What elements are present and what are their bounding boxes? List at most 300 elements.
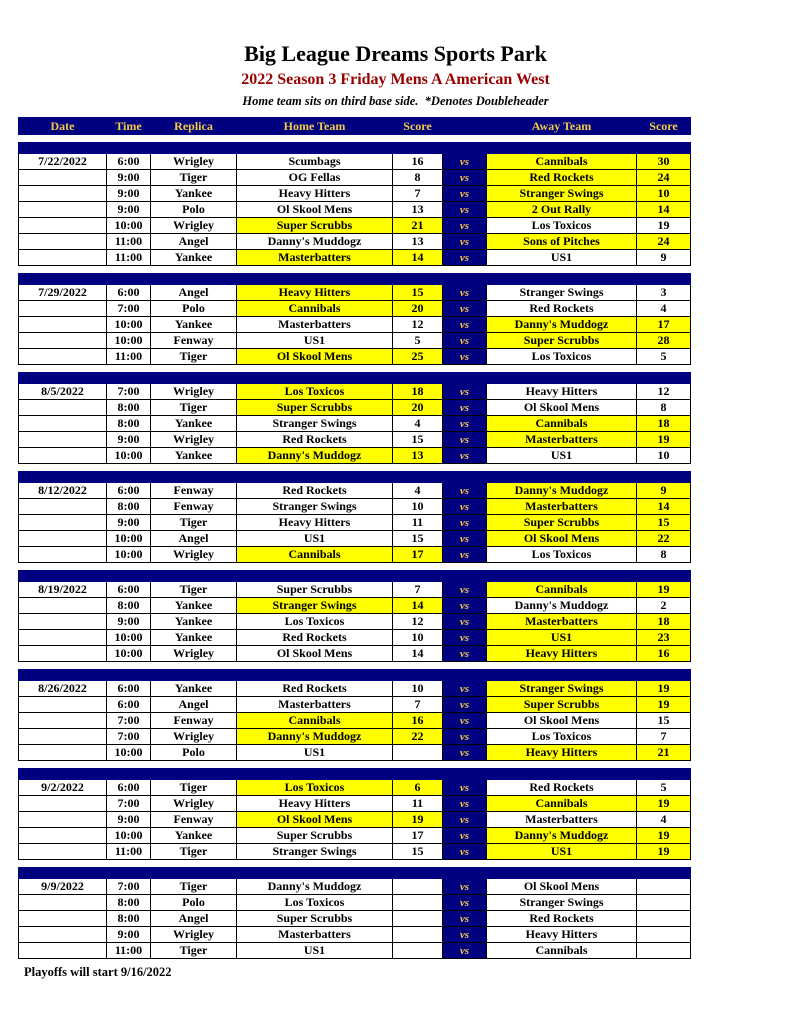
home-score-cell: 22: [393, 729, 443, 745]
vs-cell: vs: [443, 170, 487, 186]
replica-cell: Fenway: [151, 333, 237, 349]
away-team-cell: Ol Skool Mens: [487, 400, 637, 416]
time-cell: 6:00: [107, 681, 151, 697]
date-cell: [19, 170, 107, 186]
away-score-cell: 7: [637, 729, 691, 745]
game-row: [19, 828, 691, 844]
away-score-cell: 22: [637, 531, 691, 547]
date-cell: [19, 301, 107, 317]
week-separator-cell: [19, 571, 691, 582]
time-cell: 10:00: [107, 646, 151, 662]
game-row: [19, 202, 691, 218]
vs-cell: vs: [443, 729, 487, 745]
week-spacer: [19, 860, 691, 868]
home-team-cell: Red Rockets: [237, 630, 393, 646]
home-score-cell: 16: [393, 154, 443, 170]
game-row: [19, 729, 691, 745]
replica-cell: Wrigley: [151, 432, 237, 448]
date-cell: 9/2/2022: [19, 780, 107, 796]
home-team-cell: Danny's Muddogz: [237, 448, 393, 464]
time-cell: 8:00: [107, 911, 151, 927]
time-cell: 9:00: [107, 202, 151, 218]
home-score-cell: 15: [393, 844, 443, 860]
home-score-cell: 17: [393, 828, 443, 844]
week-spacer: [19, 662, 691, 670]
home-score-cell: 14: [393, 598, 443, 614]
game-row: [19, 895, 691, 911]
away-score-cell: 18: [637, 416, 691, 432]
replica-cell: Tiger: [151, 582, 237, 598]
vs-cell: vs: [443, 943, 487, 959]
time-cell: 11:00: [107, 349, 151, 365]
replica-cell: Yankee: [151, 681, 237, 697]
replica-cell: Tiger: [151, 400, 237, 416]
replica-cell: Tiger: [151, 879, 237, 895]
home-team-cell: Cannibals: [237, 713, 393, 729]
away-team-cell: US1: [487, 630, 637, 646]
game-row: [19, 285, 691, 301]
away-team-cell: Heavy Hitters: [487, 384, 637, 400]
week-spacer: [19, 464, 691, 472]
replica-cell: Polo: [151, 895, 237, 911]
game-row: [19, 796, 691, 812]
time-cell: 10:00: [107, 317, 151, 333]
away-score-cell: 10: [637, 186, 691, 202]
home-team-cell: Ol Skool Mens: [237, 202, 393, 218]
date-cell: 7/29/2022: [19, 285, 107, 301]
home-score-cell: 7: [393, 186, 443, 202]
game-row: [19, 349, 691, 365]
footer-note: Playoffs will start 9/16/2022: [24, 965, 172, 979]
game-row: [19, 646, 691, 662]
week-spacer: [19, 135, 691, 143]
home-score-cell: 11: [393, 515, 443, 531]
replica-cell: Angel: [151, 697, 237, 713]
home-team-cell: Stranger Swings: [237, 416, 393, 432]
replica-cell: Wrigley: [151, 218, 237, 234]
vs-cell: vs: [443, 531, 487, 547]
vs-cell: vs: [443, 646, 487, 662]
time-cell: 7:00: [107, 384, 151, 400]
vs-cell: vs: [443, 895, 487, 911]
game-row: [19, 745, 691, 761]
replica-cell: Angel: [151, 234, 237, 250]
home-team-cell: Ol Skool Mens: [237, 812, 393, 828]
replica-cell: Wrigley: [151, 547, 237, 563]
week-separator-cell: [19, 769, 691, 780]
game-row: [19, 598, 691, 614]
home-score-cell: 4: [393, 416, 443, 432]
time-cell: 6:00: [107, 154, 151, 170]
replica-cell: Fenway: [151, 713, 237, 729]
home-team-cell: Heavy Hitters: [237, 515, 393, 531]
away-score-cell: 19: [637, 432, 691, 448]
replica-cell: Yankee: [151, 828, 237, 844]
home-score-cell: 12: [393, 614, 443, 630]
time-cell: 8:00: [107, 416, 151, 432]
date-cell: 8/26/2022: [19, 681, 107, 697]
time-cell: 9:00: [107, 432, 151, 448]
away-score-cell: 4: [637, 301, 691, 317]
time-cell: 10:00: [107, 333, 151, 349]
home-team-cell: US1: [237, 333, 393, 349]
home-score-cell: [393, 895, 443, 911]
home-score-cell: 15: [393, 531, 443, 547]
away-team-cell: Heavy Hitters: [487, 646, 637, 662]
page-subtitle: 2022 Season 3 Friday Mens A American West: [241, 71, 550, 88]
date-cell: [19, 218, 107, 234]
game-row: [19, 614, 691, 630]
col-header-home-score: Score: [393, 118, 443, 135]
away-team-cell: 2 Out Rally: [487, 202, 637, 218]
away-team-cell: Super Scrubbs: [487, 515, 637, 531]
away-score-cell: 19: [637, 828, 691, 844]
replica-cell: Angel: [151, 531, 237, 547]
away-team-cell: Heavy Hitters: [487, 745, 637, 761]
home-team-cell: OG Fellas: [237, 170, 393, 186]
game-row: [19, 780, 691, 796]
away-team-cell: Red Rockets: [487, 780, 637, 796]
home-team-cell: Super Scrubbs: [237, 400, 393, 416]
week-spacer: [19, 761, 691, 769]
away-score-cell: 15: [637, 515, 691, 531]
away-score-cell: 17: [637, 317, 691, 333]
away-score-cell: 19: [637, 697, 691, 713]
game-row: [19, 301, 691, 317]
away-score-cell: 4: [637, 812, 691, 828]
col-header-vs: [443, 118, 487, 135]
home-score-cell: 10: [393, 681, 443, 697]
home-score-cell: 20: [393, 301, 443, 317]
away-score-cell: 3: [637, 285, 691, 301]
away-team-cell: Masterbatters: [487, 812, 637, 828]
date-cell: [19, 812, 107, 828]
replica-cell: Yankee: [151, 448, 237, 464]
replica-cell: Angel: [151, 911, 237, 927]
away-team-cell: Super Scrubbs: [487, 697, 637, 713]
game-row: [19, 432, 691, 448]
home-score-cell: [393, 745, 443, 761]
away-score-cell: 14: [637, 499, 691, 515]
vs-cell: vs: [443, 218, 487, 234]
away-team-cell: Danny's Muddogz: [487, 317, 637, 333]
week-spacer-cell: [19, 464, 691, 472]
home-score-cell: 19: [393, 812, 443, 828]
date-cell: [19, 400, 107, 416]
home-score-cell: 5: [393, 333, 443, 349]
away-team-cell: Stranger Swings: [487, 186, 637, 202]
date-cell: [19, 911, 107, 927]
vs-cell: vs: [443, 630, 487, 646]
page-title: Big League Dreams Sports Park: [244, 41, 547, 66]
vs-cell: vs: [443, 317, 487, 333]
week-separator: [19, 670, 691, 681]
vs-cell: vs: [443, 154, 487, 170]
home-team-cell: Masterbatters: [237, 317, 393, 333]
time-cell: 9:00: [107, 614, 151, 630]
time-cell: 10:00: [107, 745, 151, 761]
away-team-cell: Ol Skool Mens: [487, 713, 637, 729]
game-row: [19, 483, 691, 499]
home-score-cell: 21: [393, 218, 443, 234]
week-separator-cell: [19, 373, 691, 384]
away-score-cell: 19: [637, 681, 691, 697]
home-score-cell: [393, 879, 443, 895]
vs-cell: vs: [443, 234, 487, 250]
replica-cell: Polo: [151, 202, 237, 218]
away-score-cell: 9: [637, 483, 691, 499]
game-row: [19, 531, 691, 547]
week-spacer: [19, 365, 691, 373]
away-score-cell: 16: [637, 646, 691, 662]
away-score-cell: 14: [637, 202, 691, 218]
game-row: [19, 448, 691, 464]
week-separator: [19, 274, 691, 285]
replica-cell: Tiger: [151, 943, 237, 959]
vs-cell: vs: [443, 384, 487, 400]
game-row: [19, 697, 691, 713]
away-team-cell: Stranger Swings: [487, 895, 637, 911]
vs-cell: vs: [443, 681, 487, 697]
home-team-cell: Super Scrubbs: [237, 582, 393, 598]
week-separator-cell: [19, 868, 691, 879]
game-row: [19, 582, 691, 598]
away-team-cell: Danny's Muddogz: [487, 483, 637, 499]
game-row: [19, 844, 691, 860]
time-cell: 10:00: [107, 218, 151, 234]
vs-cell: vs: [443, 349, 487, 365]
replica-cell: Wrigley: [151, 154, 237, 170]
date-cell: [19, 250, 107, 266]
vs-cell: vs: [443, 796, 487, 812]
time-cell: 11:00: [107, 844, 151, 860]
away-score-cell: 19: [637, 796, 691, 812]
away-score-cell: 19: [637, 218, 691, 234]
col-header-away-team: Away Team: [487, 118, 637, 135]
vs-cell: vs: [443, 483, 487, 499]
home-score-cell: 14: [393, 646, 443, 662]
week-spacer-cell: [19, 860, 691, 868]
game-row: [19, 713, 691, 729]
away-score-cell: 12: [637, 384, 691, 400]
game-row: [19, 218, 691, 234]
vs-cell: vs: [443, 301, 487, 317]
away-team-cell: Cannibals: [487, 943, 637, 959]
date-cell: [19, 927, 107, 943]
home-score-cell: 25: [393, 349, 443, 365]
home-score-cell: 4: [393, 483, 443, 499]
time-cell: 11:00: [107, 943, 151, 959]
home-team-cell: US1: [237, 745, 393, 761]
date-cell: 8/12/2022: [19, 483, 107, 499]
away-score-cell: 18: [637, 614, 691, 630]
home-score-cell: 15: [393, 285, 443, 301]
away-team-cell: Masterbatters: [487, 432, 637, 448]
away-team-cell: Danny's Muddogz: [487, 828, 637, 844]
away-team-cell: Red Rockets: [487, 301, 637, 317]
home-team-cell: Super Scrubbs: [237, 218, 393, 234]
vs-cell: vs: [443, 780, 487, 796]
home-team-cell: Scumbags: [237, 154, 393, 170]
week-separator: [19, 769, 691, 780]
replica-cell: Yankee: [151, 416, 237, 432]
replica-cell: Fenway: [151, 483, 237, 499]
time-cell: 9:00: [107, 515, 151, 531]
away-team-cell: Cannibals: [487, 582, 637, 598]
replica-cell: Tiger: [151, 170, 237, 186]
time-cell: 6:00: [107, 780, 151, 796]
away-team-cell: US1: [487, 250, 637, 266]
away-score-cell: [637, 879, 691, 895]
home-team-cell: Los Toxicos: [237, 384, 393, 400]
away-score-cell: 28: [637, 333, 691, 349]
home-team-cell: Masterbatters: [237, 250, 393, 266]
date-cell: [19, 828, 107, 844]
vs-cell: vs: [443, 250, 487, 266]
time-cell: 7:00: [107, 796, 151, 812]
home-team-cell: Cannibals: [237, 547, 393, 563]
date-cell: [19, 515, 107, 531]
date-cell: [19, 630, 107, 646]
vs-cell: vs: [443, 515, 487, 531]
home-team-cell: Heavy Hitters: [237, 796, 393, 812]
home-score-cell: 20: [393, 400, 443, 416]
home-score-cell: 7: [393, 697, 443, 713]
time-cell: 9:00: [107, 927, 151, 943]
replica-cell: Wrigley: [151, 729, 237, 745]
date-cell: [19, 547, 107, 563]
game-row: [19, 681, 691, 697]
vs-cell: vs: [443, 432, 487, 448]
week-spacer-cell: [19, 563, 691, 571]
away-score-cell: 24: [637, 234, 691, 250]
replica-cell: Wrigley: [151, 796, 237, 812]
replica-cell: Polo: [151, 301, 237, 317]
vs-cell: vs: [443, 697, 487, 713]
time-cell: 7:00: [107, 729, 151, 745]
away-score-cell: 9: [637, 250, 691, 266]
home-team-cell: Heavy Hitters: [237, 285, 393, 301]
game-row: [19, 384, 691, 400]
page-note: Home team sits on third base side. *Denotes Doubleheader: [242, 94, 549, 108]
home-team-cell: Ol Skool Mens: [237, 646, 393, 662]
vs-cell: vs: [443, 713, 487, 729]
date-cell: [19, 333, 107, 349]
week-spacer-cell: [19, 761, 691, 769]
time-cell: 7:00: [107, 301, 151, 317]
away-score-cell: [637, 943, 691, 959]
date-cell: [19, 844, 107, 860]
away-score-cell: 24: [637, 170, 691, 186]
away-team-cell: Los Toxicos: [487, 218, 637, 234]
replica-cell: Tiger: [151, 349, 237, 365]
week-separator-cell: [19, 670, 691, 681]
date-cell: [19, 895, 107, 911]
date-cell: [19, 796, 107, 812]
date-cell: [19, 598, 107, 614]
away-score-cell: 21: [637, 745, 691, 761]
away-team-cell: Red Rockets: [487, 911, 637, 927]
game-row: [19, 416, 691, 432]
away-score-cell: 10: [637, 448, 691, 464]
home-team-cell: Stranger Swings: [237, 499, 393, 515]
date-cell: 7/22/2022: [19, 154, 107, 170]
away-team-cell: Stranger Swings: [487, 681, 637, 697]
home-score-cell: 14: [393, 250, 443, 266]
date-cell: [19, 349, 107, 365]
game-row: [19, 911, 691, 927]
vs-cell: vs: [443, 598, 487, 614]
time-cell: 11:00: [107, 250, 151, 266]
week-spacer: [19, 266, 691, 274]
week-separator-cell: [19, 143, 691, 154]
away-score-cell: 5: [637, 349, 691, 365]
replica-cell: Wrigley: [151, 646, 237, 662]
replica-cell: Tiger: [151, 844, 237, 860]
time-cell: 10:00: [107, 531, 151, 547]
col-header-replica: Replica: [151, 118, 237, 135]
date-cell: [19, 448, 107, 464]
date-cell: 9/9/2022: [19, 879, 107, 895]
schedule-body: [19, 135, 691, 959]
time-cell: 8:00: [107, 400, 151, 416]
time-cell: 8:00: [107, 598, 151, 614]
replica-cell: Yankee: [151, 630, 237, 646]
home-team-cell: US1: [237, 943, 393, 959]
vs-cell: vs: [443, 448, 487, 464]
game-row: [19, 333, 691, 349]
game-row: [19, 234, 691, 250]
home-team-cell: Masterbatters: [237, 697, 393, 713]
home-team-cell: Super Scrubbs: [237, 911, 393, 927]
game-row: [19, 170, 691, 186]
schedule-table: [18, 117, 691, 959]
vs-cell: vs: [443, 285, 487, 301]
col-header-away-score: Score: [637, 118, 691, 135]
game-row: [19, 317, 691, 333]
home-score-cell: 15: [393, 432, 443, 448]
vs-cell: vs: [443, 745, 487, 761]
game-row: [19, 250, 691, 266]
date-cell: [19, 499, 107, 515]
away-team-cell: Cannibals: [487, 796, 637, 812]
home-team-cell: Los Toxicos: [237, 895, 393, 911]
vs-cell: vs: [443, 582, 487, 598]
week-separator-cell: [19, 274, 691, 285]
home-score-cell: 13: [393, 202, 443, 218]
week-spacer-cell: [19, 266, 691, 274]
time-cell: 7:00: [107, 879, 151, 895]
away-team-cell: Danny's Muddogz: [487, 598, 637, 614]
home-score-cell: 17: [393, 547, 443, 563]
vs-cell: vs: [443, 202, 487, 218]
home-team-cell: Danny's Muddogz: [237, 729, 393, 745]
away-score-cell: [637, 927, 691, 943]
time-cell: 7:00: [107, 713, 151, 729]
week-spacer-cell: [19, 135, 691, 143]
away-score-cell: 5: [637, 780, 691, 796]
week-separator: [19, 571, 691, 582]
date-cell: 8/5/2022: [19, 384, 107, 400]
home-team-cell: Masterbatters: [237, 927, 393, 943]
away-team-cell: Stranger Swings: [487, 285, 637, 301]
away-team-cell: US1: [487, 844, 637, 860]
vs-cell: vs: [443, 911, 487, 927]
replica-cell: Angel: [151, 285, 237, 301]
time-cell: 10:00: [107, 630, 151, 646]
home-team-cell: US1: [237, 531, 393, 547]
date-cell: [19, 186, 107, 202]
